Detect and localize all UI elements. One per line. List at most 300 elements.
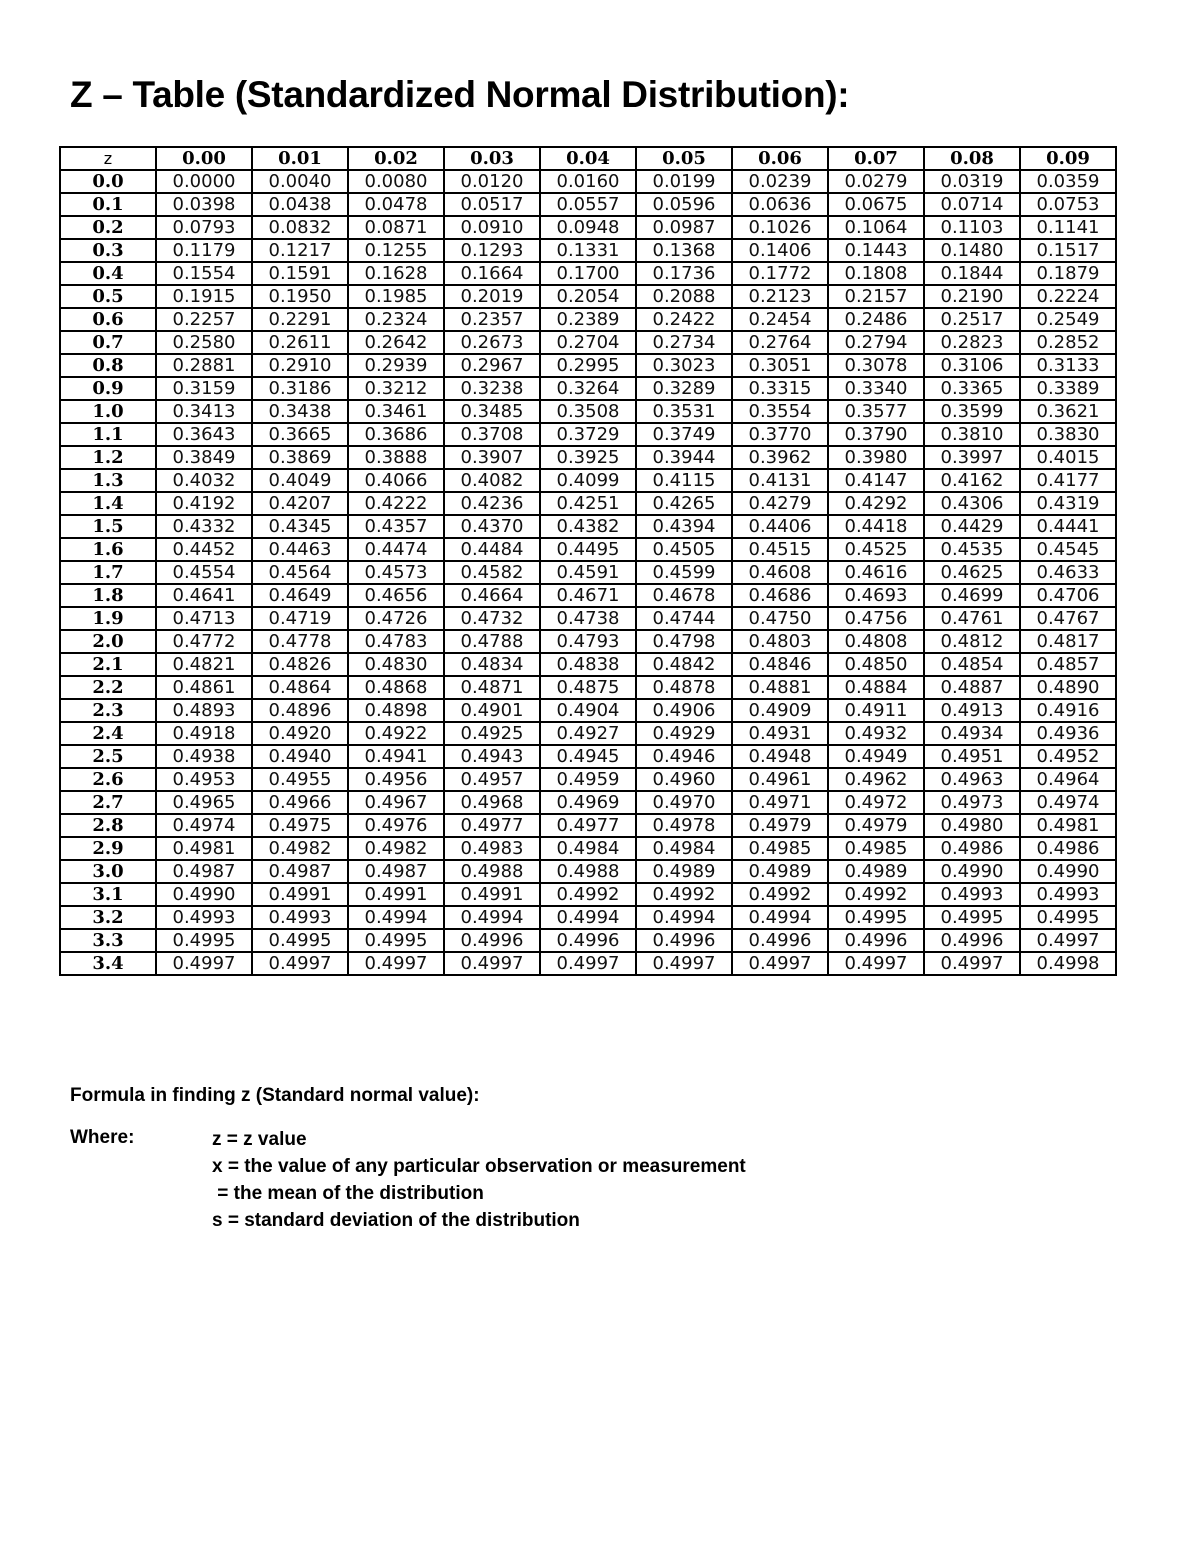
- table-cell: 0.4890: [1020, 676, 1116, 699]
- table-cell: 0.2054: [540, 285, 636, 308]
- table-cell: 0.4980: [924, 814, 1020, 837]
- table-row: [60, 607, 1116, 630]
- table-cell: 0.4842: [636, 653, 732, 676]
- table-cell: 0.4973: [924, 791, 1020, 814]
- table-cell: 0.4236: [444, 492, 540, 515]
- table-cell: 0.4898: [348, 699, 444, 722]
- table-cell: 0.4952: [1020, 745, 1116, 768]
- table-cell: 0.0279: [828, 170, 924, 193]
- table-cell: 0.4767: [1020, 607, 1116, 630]
- table-cell: 0.4015: [1020, 446, 1116, 469]
- column-header: 0.05: [636, 147, 732, 170]
- table-cell: 0.2673: [444, 331, 540, 354]
- table-cell: 0.4998: [1020, 952, 1116, 975]
- table-cell: 0.2823: [924, 331, 1020, 354]
- row-z-label: 1.1: [60, 423, 156, 446]
- table-cell: 0.1406: [732, 239, 828, 262]
- table-cell: 0.0675: [828, 193, 924, 216]
- table-cell: 0.3315: [732, 377, 828, 400]
- table-row: [60, 929, 1116, 952]
- where-label: Where:: [70, 1127, 135, 1148]
- table-cell: 0.1255: [348, 239, 444, 262]
- row-z-label: 3.2: [60, 906, 156, 929]
- table-row: [60, 400, 1116, 423]
- table-cell: 0.4996: [732, 929, 828, 952]
- table-cell: 0.4960: [636, 768, 732, 791]
- table-cell: 0.2794: [828, 331, 924, 354]
- table-cell: 0.4913: [924, 699, 1020, 722]
- table-row: [60, 492, 1116, 515]
- table-cell: 0.4463: [252, 538, 348, 561]
- table-cell: 0.4986: [924, 837, 1020, 860]
- table-cell: 0.4995: [348, 929, 444, 952]
- row-z-label: 0.5: [60, 285, 156, 308]
- table-cell: 0.3621: [1020, 400, 1116, 423]
- table-cell: 0.4992: [732, 883, 828, 906]
- table-cell: 0.4554: [156, 561, 252, 584]
- table-cell: 0.0000: [156, 170, 252, 193]
- row-z-label: 1.6: [60, 538, 156, 561]
- table-cell: 0.4995: [252, 929, 348, 952]
- table-cell: 0.4803: [732, 630, 828, 653]
- table-cell: 0.4881: [732, 676, 828, 699]
- table-cell: 0.0438: [252, 193, 348, 216]
- table-cell: 0.4968: [444, 791, 540, 814]
- table-cell: 0.3554: [732, 400, 828, 423]
- table-cell: 0.4994: [348, 906, 444, 929]
- table-cell: 0.4608: [732, 561, 828, 584]
- table-cell: 0.3159: [156, 377, 252, 400]
- table-cell: 0.4357: [348, 515, 444, 538]
- table-cell: 0.4961: [732, 768, 828, 791]
- table-cell: 0.4846: [732, 653, 828, 676]
- table-cell: 0.3830: [1020, 423, 1116, 446]
- table-cell: 0.0596: [636, 193, 732, 216]
- table-cell: 0.4798: [636, 630, 732, 653]
- table-cell: 0.4641: [156, 584, 252, 607]
- table-cell: 0.4868: [348, 676, 444, 699]
- table-cell: 0.4995: [1020, 906, 1116, 929]
- table-cell: 0.2642: [348, 331, 444, 354]
- table-cell: 0.4207: [252, 492, 348, 515]
- table-row: [60, 239, 1116, 262]
- table-cell: 0.4920: [252, 722, 348, 745]
- table-cell: 0.2291: [252, 308, 348, 331]
- table-cell: 0.1591: [252, 262, 348, 285]
- table-cell: 0.3264: [540, 377, 636, 400]
- table-cell: 0.3944: [636, 446, 732, 469]
- table-cell: 0.1103: [924, 216, 1020, 239]
- table-cell: 0.4994: [732, 906, 828, 929]
- table-cell: 0.0517: [444, 193, 540, 216]
- table-cell: 0.4793: [540, 630, 636, 653]
- table-cell: 0.2517: [924, 308, 1020, 331]
- table-row: [60, 423, 1116, 446]
- table-cell: 0.4394: [636, 515, 732, 538]
- table-cell: 0.3869: [252, 446, 348, 469]
- table-cell: 0.4564: [252, 561, 348, 584]
- table-cell: 0.4904: [540, 699, 636, 722]
- row-z-label: 3.1: [60, 883, 156, 906]
- table-cell: 0.1664: [444, 262, 540, 285]
- table-cell: 0.4987: [348, 860, 444, 883]
- table-cell: 0.4996: [828, 929, 924, 952]
- table-row: [60, 354, 1116, 377]
- table-cell: 0.2019: [444, 285, 540, 308]
- table-cell: 0.4927: [540, 722, 636, 745]
- table-cell: 0.3438: [252, 400, 348, 423]
- table-cell: 0.4982: [348, 837, 444, 860]
- table-cell: 0.3461: [348, 400, 444, 423]
- table-cell: 0.3729: [540, 423, 636, 446]
- table-cell: 0.4970: [636, 791, 732, 814]
- table-cell: 0.4922: [348, 722, 444, 745]
- table-cell: 0.4049: [252, 469, 348, 492]
- table-cell: 0.4838: [540, 653, 636, 676]
- definition-line: z = z value: [212, 1129, 307, 1150]
- table-cell: 0.4993: [252, 906, 348, 929]
- table-cell: 0.4931: [732, 722, 828, 745]
- table-cell: 0.4991: [252, 883, 348, 906]
- row-z-label: 2.8: [60, 814, 156, 837]
- table-cell: 0.4573: [348, 561, 444, 584]
- row-z-label: 2.3: [60, 699, 156, 722]
- table-cell: 0.4996: [540, 929, 636, 952]
- table-cell: 0.1985: [348, 285, 444, 308]
- table-cell: 0.4279: [732, 492, 828, 515]
- table-row: [60, 814, 1116, 837]
- table-cell: 0.4996: [444, 929, 540, 952]
- table-cell: 0.0714: [924, 193, 1020, 216]
- table-cell: 0.1026: [732, 216, 828, 239]
- table-cell: 0.1879: [1020, 262, 1116, 285]
- table-cell: 0.4162: [924, 469, 1020, 492]
- row-z-label: 1.4: [60, 492, 156, 515]
- table-cell: 0.4985: [732, 837, 828, 860]
- table-cell: 0.4940: [252, 745, 348, 768]
- table-cell: 0.1950: [252, 285, 348, 308]
- table-cell: 0.3810: [924, 423, 1020, 446]
- table-cell: 0.4929: [636, 722, 732, 745]
- table-cell: 0.2422: [636, 308, 732, 331]
- table-cell: 0.4987: [156, 860, 252, 883]
- column-header: 0.06: [732, 147, 828, 170]
- table-cell: 0.4906: [636, 699, 732, 722]
- table-row: [60, 745, 1116, 768]
- table-cell: 0.4971: [732, 791, 828, 814]
- table-cell: 0.4726: [348, 607, 444, 630]
- table-cell: 0.4452: [156, 538, 252, 561]
- table-cell: 0.4966: [252, 791, 348, 814]
- table-cell: 0.2123: [732, 285, 828, 308]
- table-cell: 0.4817: [1020, 630, 1116, 653]
- table-cell: 0.4964: [1020, 768, 1116, 791]
- table-cell: 0.4664: [444, 584, 540, 607]
- table-row: [60, 722, 1116, 745]
- table-cell: 0.4965: [156, 791, 252, 814]
- table-cell: 0.4988: [540, 860, 636, 883]
- table-cell: 0.4826: [252, 653, 348, 676]
- table-cell: 0.4984: [636, 837, 732, 860]
- table-cell: 0.4222: [348, 492, 444, 515]
- table-cell: 0.2486: [828, 308, 924, 331]
- table-cell: 0.3238: [444, 377, 540, 400]
- table-cell: 0.3849: [156, 446, 252, 469]
- table-cell: 0.4649: [252, 584, 348, 607]
- table-cell: 0.4750: [732, 607, 828, 630]
- table-cell: 0.2088: [636, 285, 732, 308]
- table-row: [60, 308, 1116, 331]
- table-cell: 0.1844: [924, 262, 1020, 285]
- table-cell: 0.1628: [348, 262, 444, 285]
- table-cell: 0.4884: [828, 676, 924, 699]
- table-cell: 0.3485: [444, 400, 540, 423]
- table-cell: 0.4989: [636, 860, 732, 883]
- table-cell: 0.4962: [828, 768, 924, 791]
- row-z-label: 0.6: [60, 308, 156, 331]
- table-cell: 0.3577: [828, 400, 924, 423]
- table-cell: 0.4993: [156, 906, 252, 929]
- column-header: 0.02: [348, 147, 444, 170]
- table-cell: 0.4997: [732, 952, 828, 975]
- table-cell: 0.4591: [540, 561, 636, 584]
- table-cell: 0.4990: [156, 883, 252, 906]
- table-row: [60, 676, 1116, 699]
- table-cell: 0.4821: [156, 653, 252, 676]
- table-cell: 0.4991: [444, 883, 540, 906]
- row-z-label: 1.0: [60, 400, 156, 423]
- table-cell: 0.4951: [924, 745, 1020, 768]
- row-z-label: 2.6: [60, 768, 156, 791]
- table-cell: 0.3980: [828, 446, 924, 469]
- table-cell: 0.4997: [1020, 929, 1116, 952]
- table-cell: 0.3997: [924, 446, 1020, 469]
- table-row: [60, 837, 1116, 860]
- row-z-label: 2.0: [60, 630, 156, 653]
- definition-line: x = the value of any particular observation or measurement: [212, 1156, 746, 1177]
- table-cell: 0.4857: [1020, 653, 1116, 676]
- table-cell: 0.3078: [828, 354, 924, 377]
- table-cell: 0.3770: [732, 423, 828, 446]
- table-cell: 0.4850: [828, 653, 924, 676]
- table-cell: 0.2389: [540, 308, 636, 331]
- row-z-label: 1.8: [60, 584, 156, 607]
- table-cell: 0.4992: [540, 883, 636, 906]
- table-cell: 0.4936: [1020, 722, 1116, 745]
- table-row: [60, 906, 1116, 929]
- table-cell: 0.4099: [540, 469, 636, 492]
- table-cell: 0.1915: [156, 285, 252, 308]
- table-cell: 0.4678: [636, 584, 732, 607]
- table-cell: 0.4992: [636, 883, 732, 906]
- table-cell: 0.2995: [540, 354, 636, 377]
- table-cell: 0.3907: [444, 446, 540, 469]
- table-cell: 0.4918: [156, 722, 252, 745]
- z-table: [59, 146, 1117, 976]
- table-cell: 0.4956: [348, 768, 444, 791]
- table-cell: 0.3289: [636, 377, 732, 400]
- table-cell: 0.4306: [924, 492, 1020, 515]
- table-cell: 0.1808: [828, 262, 924, 285]
- table-cell: 0.4916: [1020, 699, 1116, 722]
- table-row: [60, 883, 1116, 906]
- table-cell: 0.4788: [444, 630, 540, 653]
- table-cell: 0.4985: [828, 837, 924, 860]
- table-cell: 0.4955: [252, 768, 348, 791]
- column-header: 0.00: [156, 147, 252, 170]
- table-cell: 0.2580: [156, 331, 252, 354]
- table-cell: 0.4983: [444, 837, 540, 860]
- row-z-label: 2.9: [60, 837, 156, 860]
- table-row: [60, 170, 1116, 193]
- table-cell: 0.4974: [1020, 791, 1116, 814]
- table-cell: 0.4706: [1020, 584, 1116, 607]
- table-row: [60, 446, 1116, 469]
- table-cell: 0.4616: [828, 561, 924, 584]
- table-cell: 0.0040: [252, 170, 348, 193]
- table-cell: 0.4953: [156, 768, 252, 791]
- table-cell: 0.4901: [444, 699, 540, 722]
- table-cell: 0.4974: [156, 814, 252, 837]
- table-cell: 0.3340: [828, 377, 924, 400]
- row-z-label: 0.9: [60, 377, 156, 400]
- table-cell: 0.4418: [828, 515, 924, 538]
- table-cell: 0.3133: [1020, 354, 1116, 377]
- table-cell: 0.4778: [252, 630, 348, 653]
- table-cell: 0.4878: [636, 676, 732, 699]
- table-cell: 0.3186: [252, 377, 348, 400]
- table-cell: 0.1480: [924, 239, 1020, 262]
- table-row: [60, 860, 1116, 883]
- column-header: 0.07: [828, 147, 924, 170]
- table-cell: 0.4525: [828, 538, 924, 561]
- table-row: [60, 584, 1116, 607]
- table-cell: 0.4943: [444, 745, 540, 768]
- table-cell: 0.2549: [1020, 308, 1116, 331]
- table-cell: 0.2357: [444, 308, 540, 331]
- table-cell: 0.0239: [732, 170, 828, 193]
- table-cell: 0.4969: [540, 791, 636, 814]
- table-cell: 0.4986: [1020, 837, 1116, 860]
- table-cell: 0.1443: [828, 239, 924, 262]
- table-cell: 0.0987: [636, 216, 732, 239]
- table-cell: 0.4719: [252, 607, 348, 630]
- row-z-label: 3.0: [60, 860, 156, 883]
- table-cell: 0.4997: [828, 952, 924, 975]
- table-cell: 0.0199: [636, 170, 732, 193]
- table-cell: 0.4988: [444, 860, 540, 883]
- table-cell: 0.4292: [828, 492, 924, 515]
- table-cell: 0.0910: [444, 216, 540, 239]
- column-header: 0.03: [444, 147, 540, 170]
- table-cell: 0.4854: [924, 653, 1020, 676]
- table-cell: 0.4656: [348, 584, 444, 607]
- table-row: [60, 538, 1116, 561]
- table-cell: 0.0948: [540, 216, 636, 239]
- table-cell: 0.3531: [636, 400, 732, 423]
- table-cell: 0.4987: [252, 860, 348, 883]
- table-cell: 0.0319: [924, 170, 1020, 193]
- table-cell: 0.4887: [924, 676, 1020, 699]
- table-cell: 0.4671: [540, 584, 636, 607]
- table-cell: 0.1293: [444, 239, 540, 262]
- table-cell: 0.4251: [540, 492, 636, 515]
- table-row: [60, 469, 1116, 492]
- row-z-label: 2.5: [60, 745, 156, 768]
- table-cell: 0.1331: [540, 239, 636, 262]
- table-cell: 0.0636: [732, 193, 828, 216]
- table-cell: 0.3962: [732, 446, 828, 469]
- table-cell: 0.3686: [348, 423, 444, 446]
- table-cell: 0.4830: [348, 653, 444, 676]
- table-cell: 0.3888: [348, 446, 444, 469]
- table-cell: 0.4997: [156, 952, 252, 975]
- table-cell: 0.4957: [444, 768, 540, 791]
- table-cell: 0.3023: [636, 354, 732, 377]
- table-cell: 0.4946: [636, 745, 732, 768]
- table-cell: 0.2704: [540, 331, 636, 354]
- table-cell: 0.1064: [828, 216, 924, 239]
- row-z-label: 1.9: [60, 607, 156, 630]
- row-z-label: 3.3: [60, 929, 156, 952]
- table-cell: 0.4535: [924, 538, 1020, 561]
- table-cell: 0.4997: [444, 952, 540, 975]
- table-cell: 0.4997: [924, 952, 1020, 975]
- table-cell: 0.4693: [828, 584, 924, 607]
- table-cell: 0.0080: [348, 170, 444, 193]
- table-cell: 0.0753: [1020, 193, 1116, 216]
- table-cell: 0.0793: [156, 216, 252, 239]
- table-cell: 0.4177: [1020, 469, 1116, 492]
- table-cell: 0.4147: [828, 469, 924, 492]
- table-row: [60, 331, 1116, 354]
- table-cell: 0.4319: [1020, 492, 1116, 515]
- table-cell: 0.3643: [156, 423, 252, 446]
- table-row: [60, 216, 1116, 239]
- table-cell: 0.4738: [540, 607, 636, 630]
- table-cell: 0.2324: [348, 308, 444, 331]
- table-cell: 0.3925: [540, 446, 636, 469]
- table-cell: 0.4932: [828, 722, 924, 745]
- table-cell: 0.4941: [348, 745, 444, 768]
- row-z-label: 3.4: [60, 952, 156, 975]
- table-cell: 0.2190: [924, 285, 1020, 308]
- table-cell: 0.4332: [156, 515, 252, 538]
- column-header: 0.01: [252, 147, 348, 170]
- table-cell: 0.2224: [1020, 285, 1116, 308]
- table-cell: 0.4994: [540, 906, 636, 929]
- table-cell: 0.2852: [1020, 331, 1116, 354]
- table-row: [60, 791, 1116, 814]
- table-cell: 0.3212: [348, 377, 444, 400]
- table-cell: 0.4382: [540, 515, 636, 538]
- row-z-label: 0.0: [60, 170, 156, 193]
- table-cell: 0.4945: [540, 745, 636, 768]
- table-cell: 0.2939: [348, 354, 444, 377]
- table-cell: 0.1554: [156, 262, 252, 285]
- table-cell: 0.3790: [828, 423, 924, 446]
- table-cell: 0.4997: [540, 952, 636, 975]
- table-cell: 0.4991: [348, 883, 444, 906]
- table-cell: 0.2764: [732, 331, 828, 354]
- table-cell: 0.0478: [348, 193, 444, 216]
- table-cell: 0.4993: [1020, 883, 1116, 906]
- table-cell: 0.1179: [156, 239, 252, 262]
- table-cell: 0.2910: [252, 354, 348, 377]
- table-cell: 0.2454: [732, 308, 828, 331]
- table-cell: 0.4911: [828, 699, 924, 722]
- table-cell: 0.2611: [252, 331, 348, 354]
